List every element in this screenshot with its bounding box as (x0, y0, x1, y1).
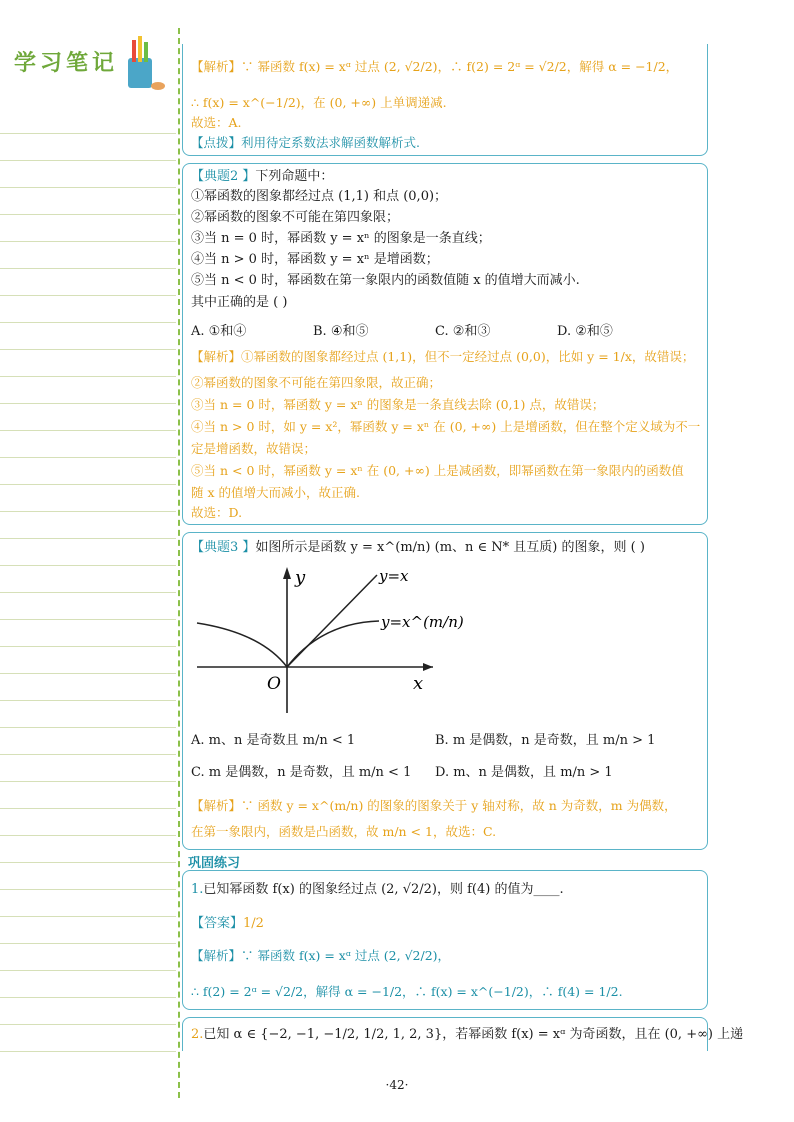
curve-left-branch (197, 623, 287, 667)
proposition-item: ⑤当 n < 0 时，幂函数在第一象限内的函数值随 x 的值增大而减小. (191, 273, 580, 288)
page-number: ·42· (385, 1078, 409, 1092)
example-3-box (182, 532, 708, 850)
option-d[interactable]: D. m、n 是偶数，且 m/n > 1 (435, 765, 613, 780)
power-function-graph (191, 563, 464, 723)
option-c[interactable]: C. m 是偶数，n 是奇数，且 m/n < 1 (191, 765, 412, 780)
proposition-item: ②幂函数的图象不可能在第四象限； (191, 210, 400, 225)
practice-q2-box (182, 1017, 744, 1051)
example-2-box (182, 163, 708, 525)
x-axis-label: x (413, 673, 424, 694)
analysis-line: ④当 n > 0 时，如 y = x²，幂函数 y = xⁿ 在 (0, +∞) 上是增函数，但在整个定义域为不一 (191, 419, 701, 434)
question-text: 已知 α ∈ {−2, −1, −1/2, 1/2, 1, 2, 3}，若幂函数 f(x) = xᵅ 为奇函数，且在 (0, +∞) 上递 (203, 1027, 744, 1042)
question-number: 1. (191, 882, 204, 897)
analysis-box-1 (182, 44, 708, 156)
pencil-cup-icon (120, 36, 166, 94)
option-d[interactable]: D. ②和⑤ (557, 324, 613, 339)
question-prompt: 其中正确的是 ( ) (191, 295, 288, 310)
analysis-line: ②幂函数的图象不可能在第四象限，故正确； (191, 375, 442, 390)
analysis-line: ∴ f(x) = x^(−1/2)，在 (0, +∞) 上单调递减. (191, 95, 447, 110)
tip-line: 【点拨】利用待定系数法求解函数解析式. (191, 135, 420, 150)
question-number: 2. (191, 1027, 204, 1042)
analysis-line: 【解析】∵ 函数 y = x^(m/n) 的图象的图象关于 y 轴对称，故 n 为奇数，m 为偶数， (191, 798, 677, 813)
proposition-item: ④当 n > 0 时，幂函数 y = xⁿ 是增函数； (191, 252, 439, 267)
answer-tag: 【答案】 (191, 916, 244, 931)
example-tag: 【典题2 】 (191, 169, 256, 184)
analysis-line: ③当 n = 0 时，幂函数 y = xⁿ 的图象是一条直线去除 (0,1) 点，故错误； (191, 397, 605, 412)
option-c[interactable]: C. ②和③ (435, 324, 491, 339)
analysis-line: 在第一象限内，函数是凸函数，故 m/n < 1，故选：C. (191, 824, 497, 839)
section-title: 巩固练习 (188, 856, 241, 871)
analysis-line: 【解析】∵ 幂函数 f(x) = xᵅ 过点 (2, √2/2)，∴ f(2) = 2ᵅ = √2/2，解得 α = −1/2， (191, 59, 679, 74)
x-axis-arrow-icon (423, 663, 433, 671)
line1-label: y=x (379, 567, 409, 585)
answer-choice: 故选：D. (191, 505, 243, 520)
practice-q1-box (182, 870, 708, 1010)
example-stem: 下列命题中： (255, 169, 334, 184)
analysis-line: 随 x 的值增大而减小，故正确. (191, 485, 360, 500)
answer-choice: 故选：A. (191, 115, 242, 130)
origin-label: O (267, 674, 281, 694)
curve-right-branch (287, 621, 379, 667)
option-b[interactable]: B. m 是偶数，n 是奇数，且 m/n > 1 (435, 733, 656, 748)
line2-label: y=x^(m/n) (381, 613, 464, 631)
proposition-item: ①幂函数的图象都经过点 (1,1) 和点 (0,0)； (191, 189, 448, 204)
example-stem: 如图所示是函数 y = x^(m/n) (m、n ∈ N* 且互质) 的图象，则 ( ) (255, 540, 645, 555)
answer-value: 1/2 (243, 916, 264, 931)
y-axis-label: y (295, 567, 306, 588)
sidebar-title: 学习笔记 (14, 51, 119, 76)
analysis-line: ∴ f(2) = 2ᵅ = √2/2，解得 α = −1/2，∴ f(x) = x^(−1/2)，∴ f(4) = 1/2. (191, 984, 623, 999)
margin-divider (178, 28, 180, 1098)
proposition-item: ③当 n = 0 时，幂函数 y = xⁿ 的图象是一条直线； (191, 231, 491, 246)
y-axis-arrow-icon (283, 567, 291, 579)
option-b[interactable]: B. ④和⑤ (313, 324, 369, 339)
example-tag: 【典题3 】 (191, 540, 256, 555)
question-text: 已知幂函数 f(x) 的图象经过点 (2, √2/2)，则 f(4) 的值为____. (203, 882, 564, 897)
option-a[interactable]: A. ①和④ (191, 324, 247, 339)
analysis-line: 定是增函数，故错误； (191, 441, 317, 456)
analysis-line: 【解析】①幂函数的图象都经过点 (1,1)，但不一定经过点 (0,0)，比如 y = 1/x，故错误； (191, 349, 695, 364)
option-a[interactable]: A. m、n 是奇数且 m/n < 1 (191, 733, 356, 748)
analysis-line: ⑤当 n < 0 时，幂函数 y = xⁿ 在 (0, +∞) 上是减函数，即幂函数在第一象限内的函数值 (191, 463, 684, 478)
line-y-equals-x (287, 575, 377, 667)
analysis-line: 【解析】∵ 幂函数 f(x) = xᵅ 过点 (2, √2/2)， (191, 948, 451, 963)
